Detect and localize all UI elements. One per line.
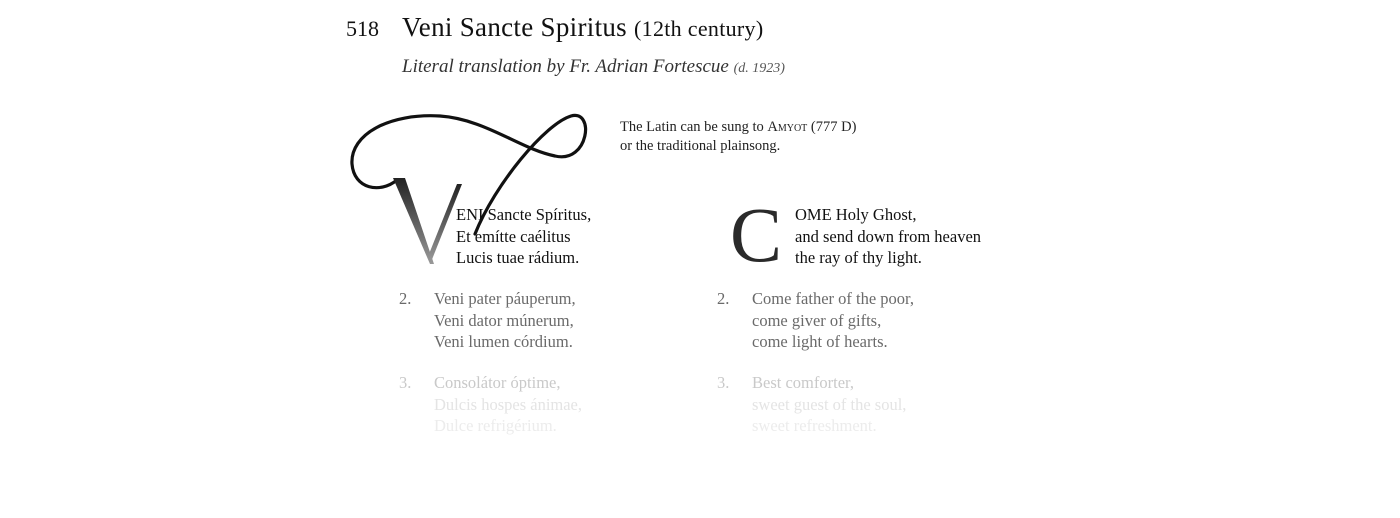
latin-first-line-2: Et emítte caélitus: [456, 226, 571, 246]
latin-first-line-1: ENI Sancte Spíritus,: [456, 205, 592, 224]
stanza-number: 2.: [717, 289, 730, 308]
stanza-line: come light of hearts.: [752, 332, 888, 351]
hymn-title: [402, 12, 763, 43]
stanza-line: Veni dator múnerum,: [434, 310, 574, 330]
english-drop-cap: C: [730, 191, 783, 278]
latin-stanza-3: [399, 372, 583, 437]
stanza-line: Veni lumen córdium.: [434, 332, 573, 351]
translation-credit: [402, 56, 785, 78]
english-stanza-2: [717, 288, 914, 353]
english-first-line-2: and send down from heaven: [795, 226, 982, 246]
hymn-title-century: (12th century): [634, 16, 764, 41]
stanza-line: sweet refreshment.: [752, 416, 877, 435]
stanza-line: Consolátor óptime,: [434, 373, 561, 392]
latin-first-line-3: Lucis tuae rádium.: [456, 248, 580, 267]
english-first-line-1: OME Holy Ghost,: [795, 205, 917, 224]
stanza-line: sweet guest of the soul,: [752, 394, 907, 414]
translation-text: Literal translation by Fr. Adrian Fortescue: [402, 56, 729, 77]
latin-stanza-2: [399, 288, 576, 353]
stanza-number: 3.: [717, 373, 730, 392]
stanza-line: Come father of the poor,: [752, 289, 914, 308]
translation-date: (d. 1923): [733, 61, 785, 76]
tune-note: [620, 118, 856, 156]
tune-name: Amyot: [767, 119, 808, 135]
stanza-line: Dulce refrigérium.: [434, 416, 557, 435]
tune-note-prefix: The Latin can be sung to: [620, 119, 764, 135]
hymn-title-text: Veni Sancte Spiritus: [402, 12, 627, 42]
english-stanza-3: [717, 372, 907, 437]
latin-first-stanza: [456, 204, 591, 269]
english-first-stanza: [795, 204, 981, 269]
hymn-number: 518: [346, 16, 379, 41]
stanza-line: Dulcis hospes ánimae,: [434, 394, 583, 414]
tune-meter: (777 D): [810, 119, 857, 135]
stanza-line: Best comforter,: [752, 373, 854, 392]
tune-note-line2: or the traditional plainsong.: [620, 138, 781, 154]
english-first-line-3: the ray of thy light.: [795, 248, 922, 267]
stanza-number: 3.: [399, 373, 412, 392]
stanza-line: come giver of gifts,: [752, 310, 882, 330]
stanza-number: 2.: [399, 289, 412, 308]
stanza-line: Veni pater páuperum,: [434, 289, 576, 308]
